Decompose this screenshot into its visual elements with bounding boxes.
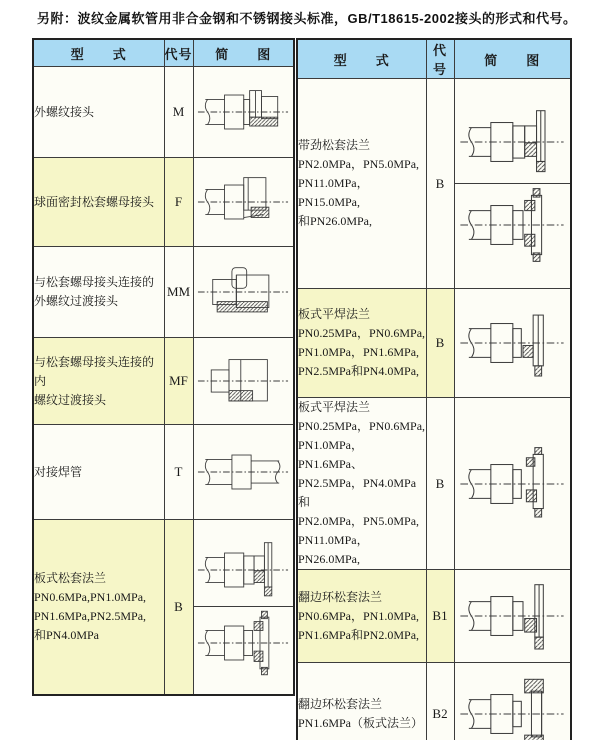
- diagram-plate-weld-flange: [457, 300, 567, 386]
- table-row: [297, 398, 571, 570]
- fitting-table-left: [32, 38, 295, 696]
- diagram-plate-loose-flange-a: [195, 534, 291, 606]
- fitting-table-right: [296, 38, 572, 740]
- fitting-code: MF: [164, 338, 193, 425]
- header-diagram: 简 图: [454, 39, 571, 79]
- header-code: 代号: [426, 39, 454, 79]
- header-diagram: 简 图: [193, 39, 294, 67]
- fitting-type: 与松套螺母接头连接的内 螺纹过渡接头: [33, 338, 164, 425]
- table-row: [33, 520, 294, 695]
- fitting-code: MM: [164, 247, 193, 338]
- header-type: 型 式: [297, 39, 426, 79]
- fitting-type: 带劲松套法兰 PN2.0MPa，PN5.0MPa, PN11.0MPa，PN15.0MPa, 和PN26.0MPa,: [297, 79, 426, 289]
- diagram-male-male-adapter: [195, 256, 291, 328]
- table-row: [33, 247, 294, 338]
- fitting-code: B1: [426, 570, 454, 663]
- table-header-row: [297, 39, 571, 79]
- diagram-neck-loose-flange-a: [457, 101, 567, 183]
- diagram-spherical-union-nut: [195, 166, 291, 238]
- fitting-code: F: [164, 158, 193, 247]
- diagram-male-female-adapter: [195, 345, 291, 417]
- fitting-type: 翻边环松套法兰 PN1.6MPa（板式法兰）: [297, 663, 426, 740]
- fitting-type: 翻边环松套法兰 PN0.6MPa，PN1.0MPa, PN1.6MPa和PN2.0MPa,: [297, 570, 426, 663]
- diagram-plate-weld-flange-2: [457, 439, 567, 529]
- fitting-code: B: [426, 79, 454, 289]
- header-code: 代号: [164, 39, 193, 67]
- table-row: [33, 67, 294, 158]
- diagram-male-thread-joint: [195, 76, 291, 148]
- fitting-type: 对接焊管: [33, 425, 164, 520]
- fitting-code: B: [426, 398, 454, 570]
- fitting-code: M: [164, 67, 193, 158]
- fitting-type: 板式松套法兰 PN0.6MPa,PN1.0MPa, PN1.6MPa,PN2.5MPa, 和PN4.0MPa: [33, 520, 164, 695]
- fitting-type: 板式平焊法兰 PN0.25MPa，PN0.6MPa, PN1.0MPa，PN1.6MPa, PN2.5MPa和PN4.0MPa,: [297, 289, 426, 398]
- diagram-collar-loose-flange-b1: [457, 576, 567, 656]
- table-row: [297, 289, 571, 398]
- table-row: [297, 79, 571, 289]
- table-row: [33, 158, 294, 247]
- table-header-row: [33, 39, 294, 67]
- diagram-collar-loose-flange-b2: [457, 671, 567, 740]
- fitting-type: 板式平焊法兰 PN0.25MPa，PN0.6MPa, PN1.0MPa，PN1.6MPa、 PN2.5MPa，PN4.0MPa和 PN2.0MPa，PN5.0MPa, PN11.0MPa，PN26.0MPa,: [297, 398, 426, 570]
- fitting-type: 球面密封松套螺母接头: [33, 158, 164, 247]
- fitting-code: T: [164, 425, 193, 520]
- table-row: [33, 338, 294, 425]
- diagram-neck-loose-flange-b: [457, 184, 567, 266]
- fitting-type: 外螺纹接头: [33, 67, 164, 158]
- table-row: [297, 570, 571, 663]
- fitting-type: 与松套螺母接头连接的 外螺纹过渡接头: [33, 247, 164, 338]
- diagram-butt-weld-pipe: [195, 436, 291, 508]
- table-row: [33, 425, 294, 520]
- fitting-code: B: [426, 289, 454, 398]
- page-title: 另附：波纹金属软管用非合金钢和不锈钢接头标准，GB/T18615-2002接头的形式和代号。: [37, 11, 577, 26]
- fitting-code: B: [164, 520, 193, 695]
- table-row: [297, 663, 571, 740]
- diagram-plate-loose-flange-b: [195, 607, 291, 679]
- header-type: 型 式: [33, 39, 164, 67]
- fitting-code: B2: [426, 663, 454, 740]
